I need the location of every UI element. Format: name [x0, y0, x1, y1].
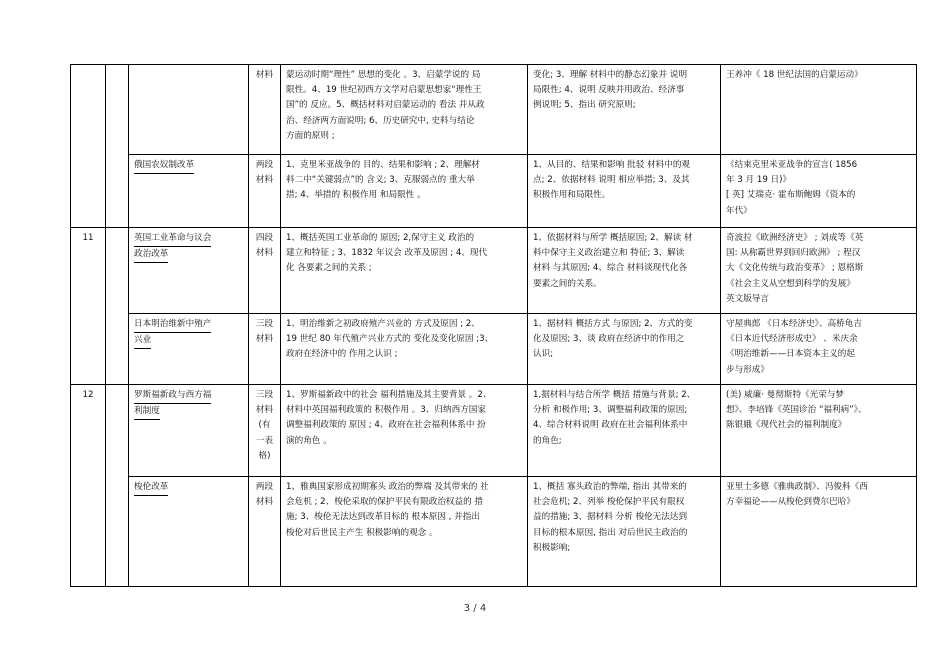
- lesson-number: 12: [71, 385, 106, 587]
- blank-cell: [106, 65, 129, 228]
- goals-cell: 1、罗斯福新政中的社会 福利措施及其主要背景 。2、 材料中英国福利政策的 积极作用 。3、归纳西方国家 调整福利政策的 原因 ; 4、政府在社会福利体系中 扮 演的角色 。: [281, 385, 528, 477]
- sources-cell: (美) 威廉· 曼彻斯特《光荣与梦 想》、李培锋《英国诊治 “福利病”》、 陈银娥《现代社会的福利制度》: [721, 385, 917, 477]
- page-number: 3 / 4: [463, 603, 487, 614]
- methods-cell: 1、概括 寡头政治的弊端, 指出 其带来的 社会危机; 2、列举 梭伦保护平民有限权 益的措施; 3、据材料 分析 梭伦无法达到 目标的根本原因, 指出 对后世民主政治的 积极影响;: [528, 477, 721, 587]
- topic-cell: 梭伦改革: [129, 477, 249, 587]
- material-type-cell: 材料: [249, 65, 281, 155]
- sources-cell: 奇波拉《欧洲经济史》 ; 刘成等《英 国: 从称霸世界到回归欧洲》 ; 程汉 大《文化传统与政治变革》 ; 恩格斯 《社会主义从空想到科学的发展》 英文版导言: [721, 228, 917, 314]
- blank-cell: [106, 385, 129, 587]
- methods-cell: 1、据材料 概括方式 与原因; 2、方式的变 化及原因; 3、谈 政府在经济中的作用之 认识;: [528, 314, 721, 385]
- table-row: [71, 385, 917, 477]
- topic-cell: 罗斯福新政与西方福 利制度: [129, 385, 249, 477]
- topic-cell: 俄国农奴制改革: [129, 155, 249, 228]
- table-row: [71, 155, 917, 228]
- methods-cell: 变化; 3、理解 材料中的静态幻象并 说明 局限性; 4、说明 反映并用政治、经济事 例说明; 5、指出 研究原则;: [528, 65, 721, 155]
- methods-cell: 1、从目的、结果和影响 批驳 材料中的观 点; 2、依据材料 说明 相应举措; 3、及其 积极作用和局限性。: [528, 155, 721, 228]
- lesson-number: 11: [71, 228, 106, 385]
- course-plan-table: [70, 64, 917, 587]
- goals-cell: 1、雅典国家形成初期寡头 政治的弊端 及其带来的 社 会危机 ; 2、梭伦采取的保护平民有限政治权益的 措 施; 3、梭伦无法达到改革目标的 根本原因 , 并指出 梭伦对后世民主产生 积极影响的观念 。: [281, 477, 528, 587]
- methods-cell: 1、依据材料与所学 概括原因; 2、解读 材 料中保守主义政治建立和 特征; 3、解读 材料 与其原因; 4、综合 材料谈现代化各 要素之间的关系。: [528, 228, 721, 314]
- goals-cell: 蒙运动时期“理性” 思想的变化 。3、启蒙学说的 局 限性。4、19 世纪初西方文学对启蒙思想家“理性王 国”的 反应。5、概括材料对启蒙运动的 看法 并从政 治、经济两方面说明; 6、历史研究中, 史料与结论 方面的原则 ;: [281, 65, 528, 155]
- table-row: [71, 477, 917, 587]
- sources-cell: 守屋典郎 《日本经济史》、高桥龟吉 《日本近代经济形成史》 、米庆余 《明治维新——日本资本主义的起 步与形成》: [721, 314, 917, 385]
- material-type-cell: 四段 材料: [249, 228, 281, 314]
- blank-cell: [106, 228, 129, 385]
- goals-cell: 1、概括英国工业革命的 原因; 2,保守主义 政治的 建立和特征 ; 3、1832 年议会 改革及原因 ; 4、现代 化 各要素之间的关系 ;: [281, 228, 528, 314]
- material-type-cell: 两段 材料: [249, 155, 281, 228]
- sources-cell: 亚里士多德《雅典政制》、冯俊科《西 方幸福论——从梭伦到费尔巴哈》: [721, 477, 917, 587]
- sources-cell: 《结束克里米亚战争的宣言( 1856 年 3 月 19 日)》 [ 英] 艾瑞克· 霍布斯鲍姆《资本的 年代》: [721, 155, 917, 228]
- lesson-number-cell: [71, 65, 106, 228]
- table-row: [71, 314, 917, 385]
- table-row: [71, 65, 917, 155]
- material-type-cell: 两段 材料: [249, 477, 281, 587]
- material-type-cell: 三段 材料: [249, 314, 281, 385]
- methods-cell: 1,据材料与结合所学 概括 措施与背景; 2、 分析 和极作用; 3、调整福利政策的原因; 4、综合材料说明 政府在社会福利体系中 的角色;: [528, 385, 721, 477]
- topic-cell: [129, 65, 249, 155]
- topic-cell: 日本明治维新中殖产 兴业: [129, 314, 249, 385]
- goals-cell: 1、明治维新之初政府殖产兴业的 方式及原因 ; 2、 19 世纪 80 年代殖产兴业方式的 变化及变化原因 ;3、 政府在经济中的 作用之认识 ;: [281, 314, 528, 385]
- sources-cell: 王养冲《 18 世纪法国的启蒙运动》: [721, 65, 917, 155]
- material-type-cell: 三段 材料 (有 一表 格): [249, 385, 281, 477]
- goals-cell: 1、克里米亚战争的 目的、结果和影响 ; 2、理解材 料二中“关键弱点”的 含义; 3、克服弱点的 重大举 措; 4、举措的 积极作用 和局限性 。: [281, 155, 528, 228]
- table-row: [71, 228, 917, 314]
- topic-cell: 英国工业革命与议会 政治改革: [129, 228, 249, 314]
